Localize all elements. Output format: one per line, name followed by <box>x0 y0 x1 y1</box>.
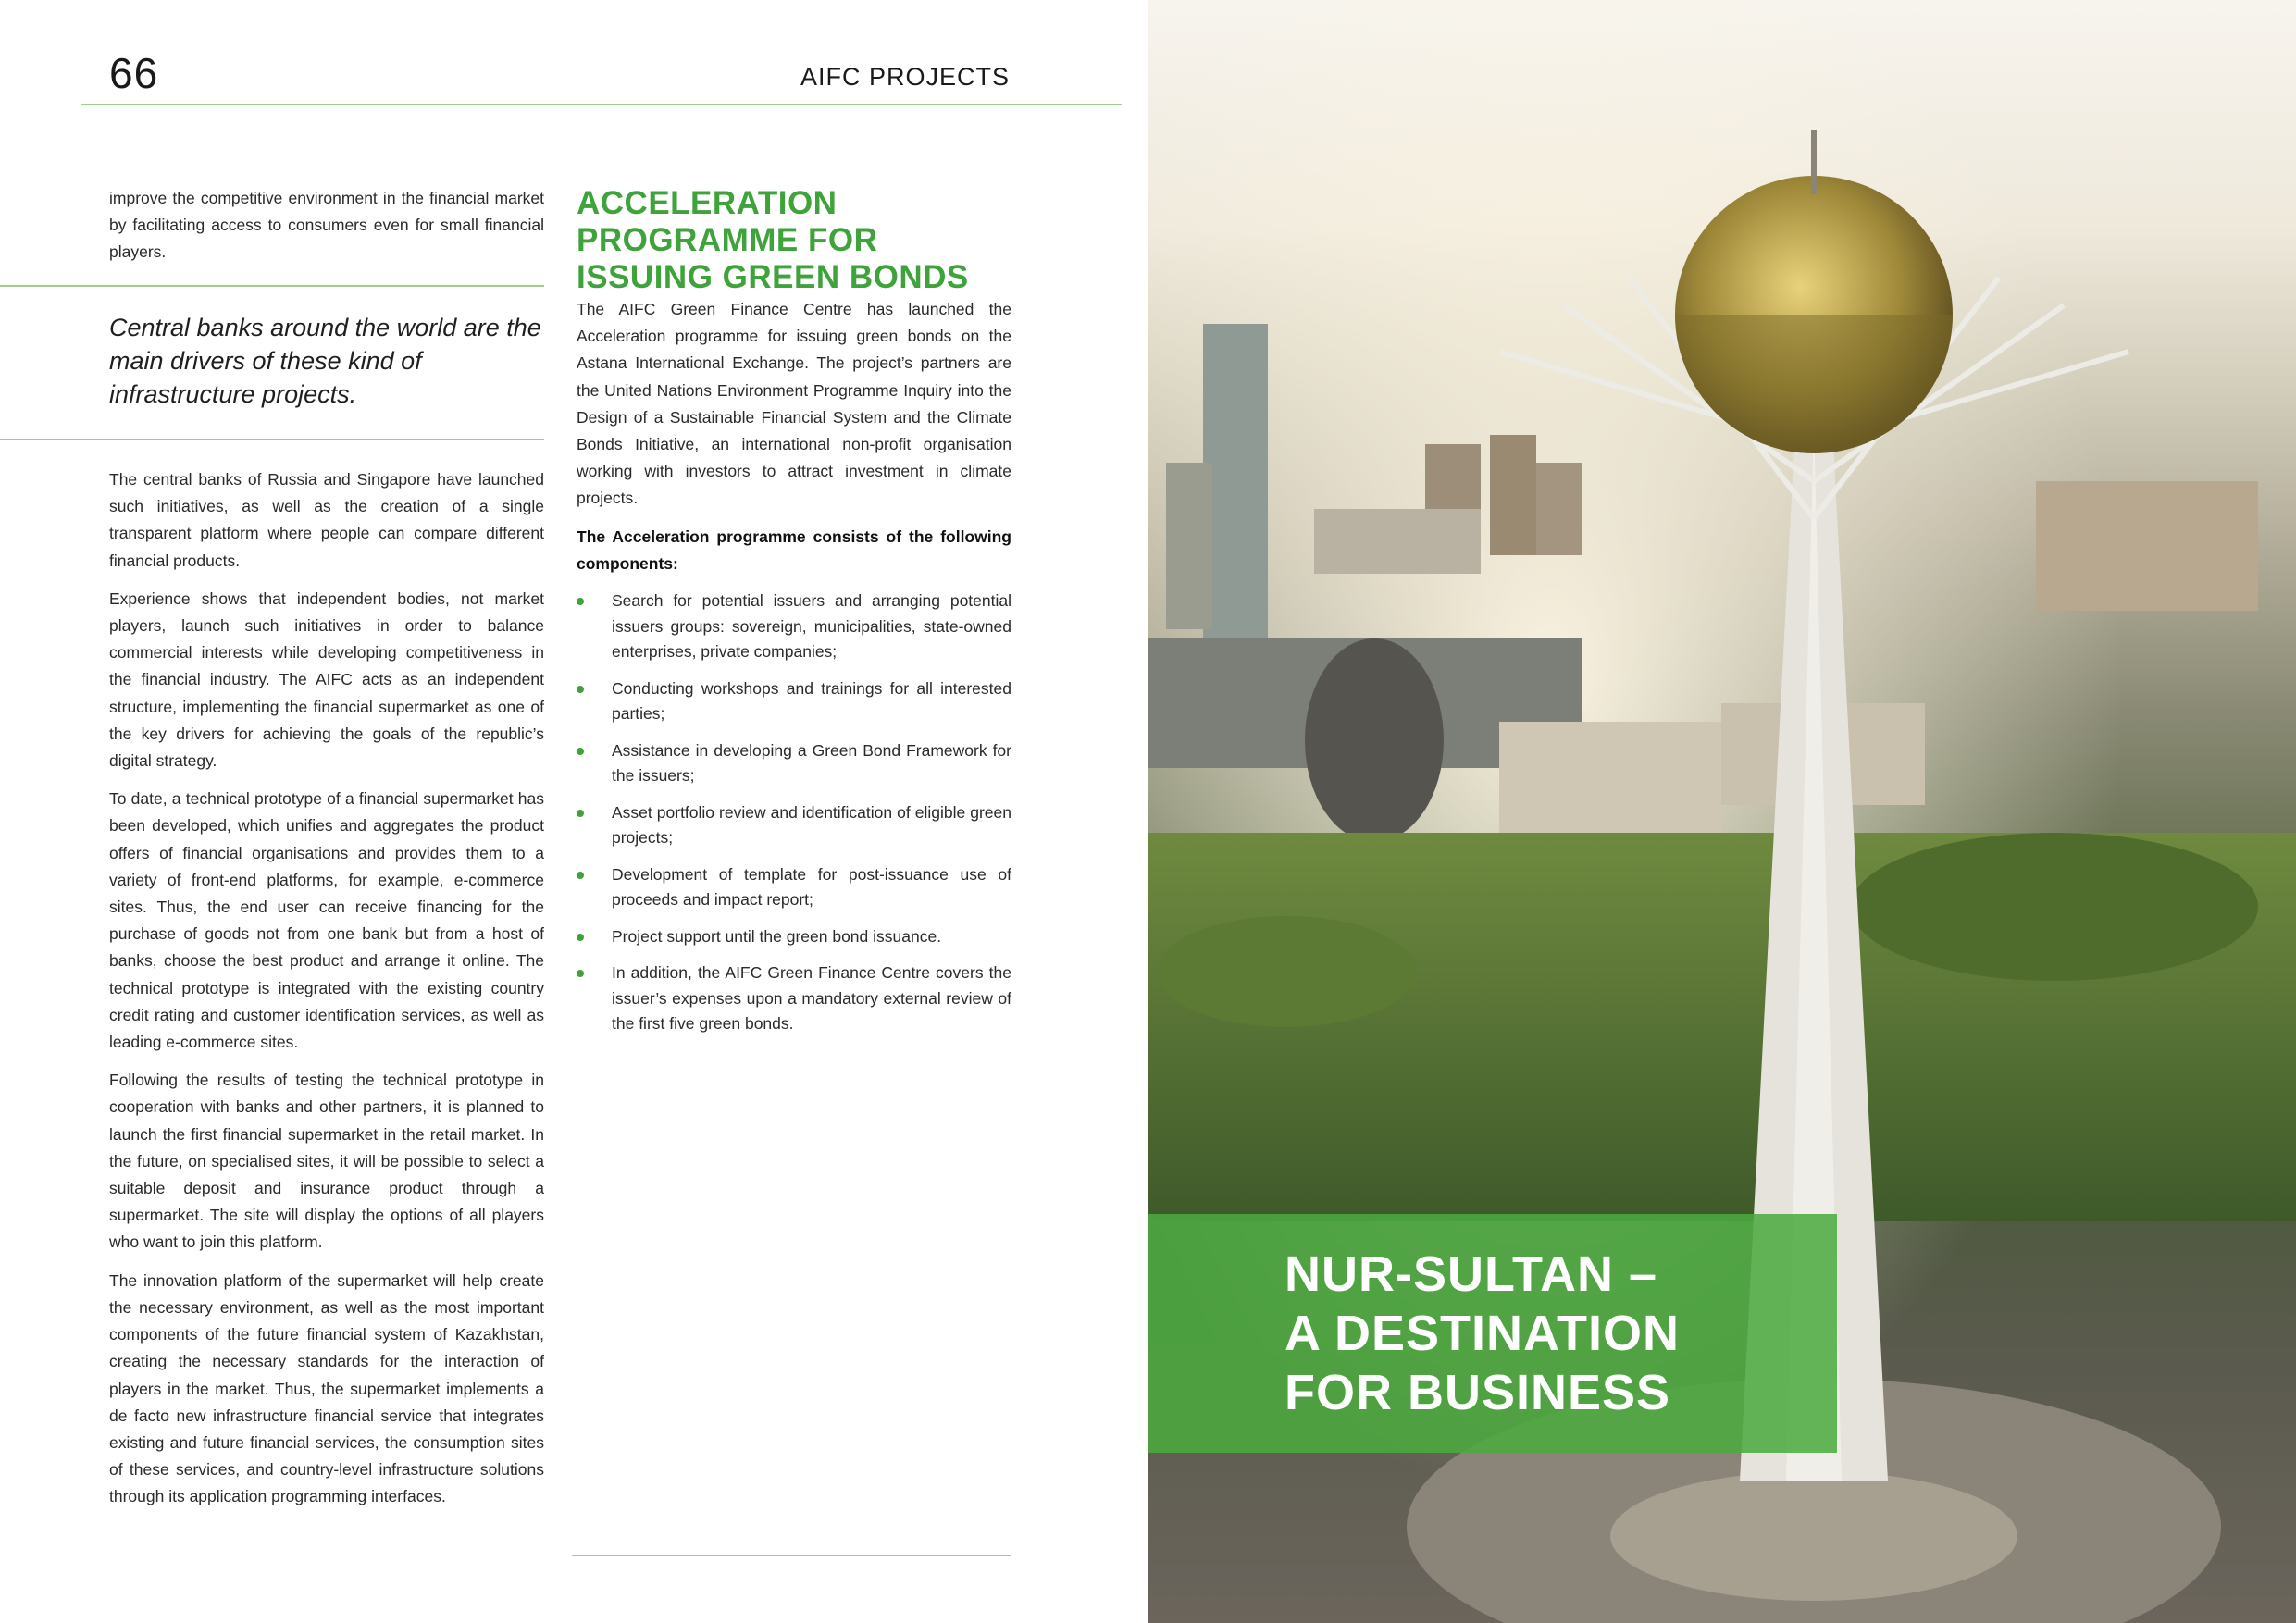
banner-line: NUR-SULTAN – <box>1285 1246 1657 1302</box>
left-intro-block <box>109 185 544 278</box>
quote-bottom-divider <box>0 439 544 440</box>
banner-line: FOR BUSINESS <box>1285 1365 1671 1420</box>
body-paragraph: The central banks of Russia and Singapore have launched such initiatives, as well as the creation of a single transparent platform where people can compare different financial products. <box>109 470 544 570</box>
list-item: Conducting workshops and trainings for all interested parties; <box>577 676 1011 727</box>
green-bonds-intro: The AIFC Green Finance Centre has launched the Acceleration programme for issuing green bonds on the Astana International Exchange. The project’s partners are the United Nations Environment Programme Inquiry into the Design of a Sustainable Financial System and the Climate Bonds Initiative, an international non-profit organisation working with investors to attract investment in climate projects. <box>577 300 1011 508</box>
body-paragraph: Following the results of testing the technical prototype in cooperation with banks and other partners, it is planned to launch the first financial supermarket in the retail market. In the future, on specialised sites, it will be possible to select a suitable deposit and insurance product through a supermarket. The site will display the options of all players who want to join this platform. <box>109 1071 544 1252</box>
header-divider <box>81 104 1122 105</box>
components-list <box>577 588 1011 1037</box>
body-paragraph: Experience shows that independent bodies, not market players, launch such initiatives in order to balance commercial interests while developing competitiveness in the financial industry. The AIFC acts as an independent structure, implementing the financial supermarket as one of the key drivers for achieving the goals of the republic’s digital strategy. <box>109 588 544 771</box>
body-paragraph: To date, a technical prototype of a financial supermarket has been developed, which unifies and aggregates the product offers of financial organisations and provides them to a variety of front-end platforms, for example, e-commerce sites. Thus, the end user can receive financing for the purchase of goods not from one bank but from a host of banks, choose the best product and arrange it online. The technical prototype is integrated with the existing country credit rating and customer identification services, as well as leading e-commerce sites. <box>109 789 544 1052</box>
middle-body <box>577 296 1011 1048</box>
banner-title <box>1285 1245 1803 1422</box>
list-item: Development of template for post-issuance use of proceeds and impact report; <box>577 862 1011 913</box>
components-lead: The Acceleration programme consists of the following components: <box>577 527 1011 573</box>
middle-bottom-divider <box>572 1555 1011 1556</box>
left-body <box>109 466 544 1522</box>
list-item: In addition, the AIFC Green Finance Centre covers the issuer’s expenses upon a mandatory external review of the first five green bonds. <box>577 960 1011 1037</box>
section-title: AIFC PROJECTS <box>800 63 1010 91</box>
list-item: Asset portfolio review and identification of eligible green projects; <box>577 800 1011 851</box>
banner-line: A DESTINATION <box>1285 1306 1680 1361</box>
list-item: Assistance in developing a Green Bond Framework for the issuers; <box>577 738 1011 789</box>
body-paragraph: The innovation platform of the supermarket will help create the necessary environment, as well as the most important components of the future financial system of Kazakhstan, creating the necessary standards for the interaction of players in the market. Thus, the supermarket implements a de facto new infrastructure financial service that integrates existing and future financial services, the consumption sites of these services, and country-level infrastructure solutions through its application programming interfaces. <box>109 1270 544 1506</box>
page-number: 66 <box>109 49 159 97</box>
green-bonds-heading: ACCELERATION PROGRAMME FOR ISSUING GREEN BONDS <box>577 185 969 295</box>
quote-top-divider <box>0 285 544 287</box>
list-item: Project support until the green bond issuance. <box>577 924 1011 950</box>
left-intro-paragraph: improve the competitive environment in the financial market by facilitating access to consumers even for small financial players. <box>109 189 544 262</box>
list-item: Search for potential issuers and arranging potential issuers groups: sovereign, municipalities, state-owned enterprises, private companies; <box>577 588 1011 665</box>
pull-quote: Central banks around the world are the main drivers of these kind of infrastructure projects. <box>109 314 541 408</box>
